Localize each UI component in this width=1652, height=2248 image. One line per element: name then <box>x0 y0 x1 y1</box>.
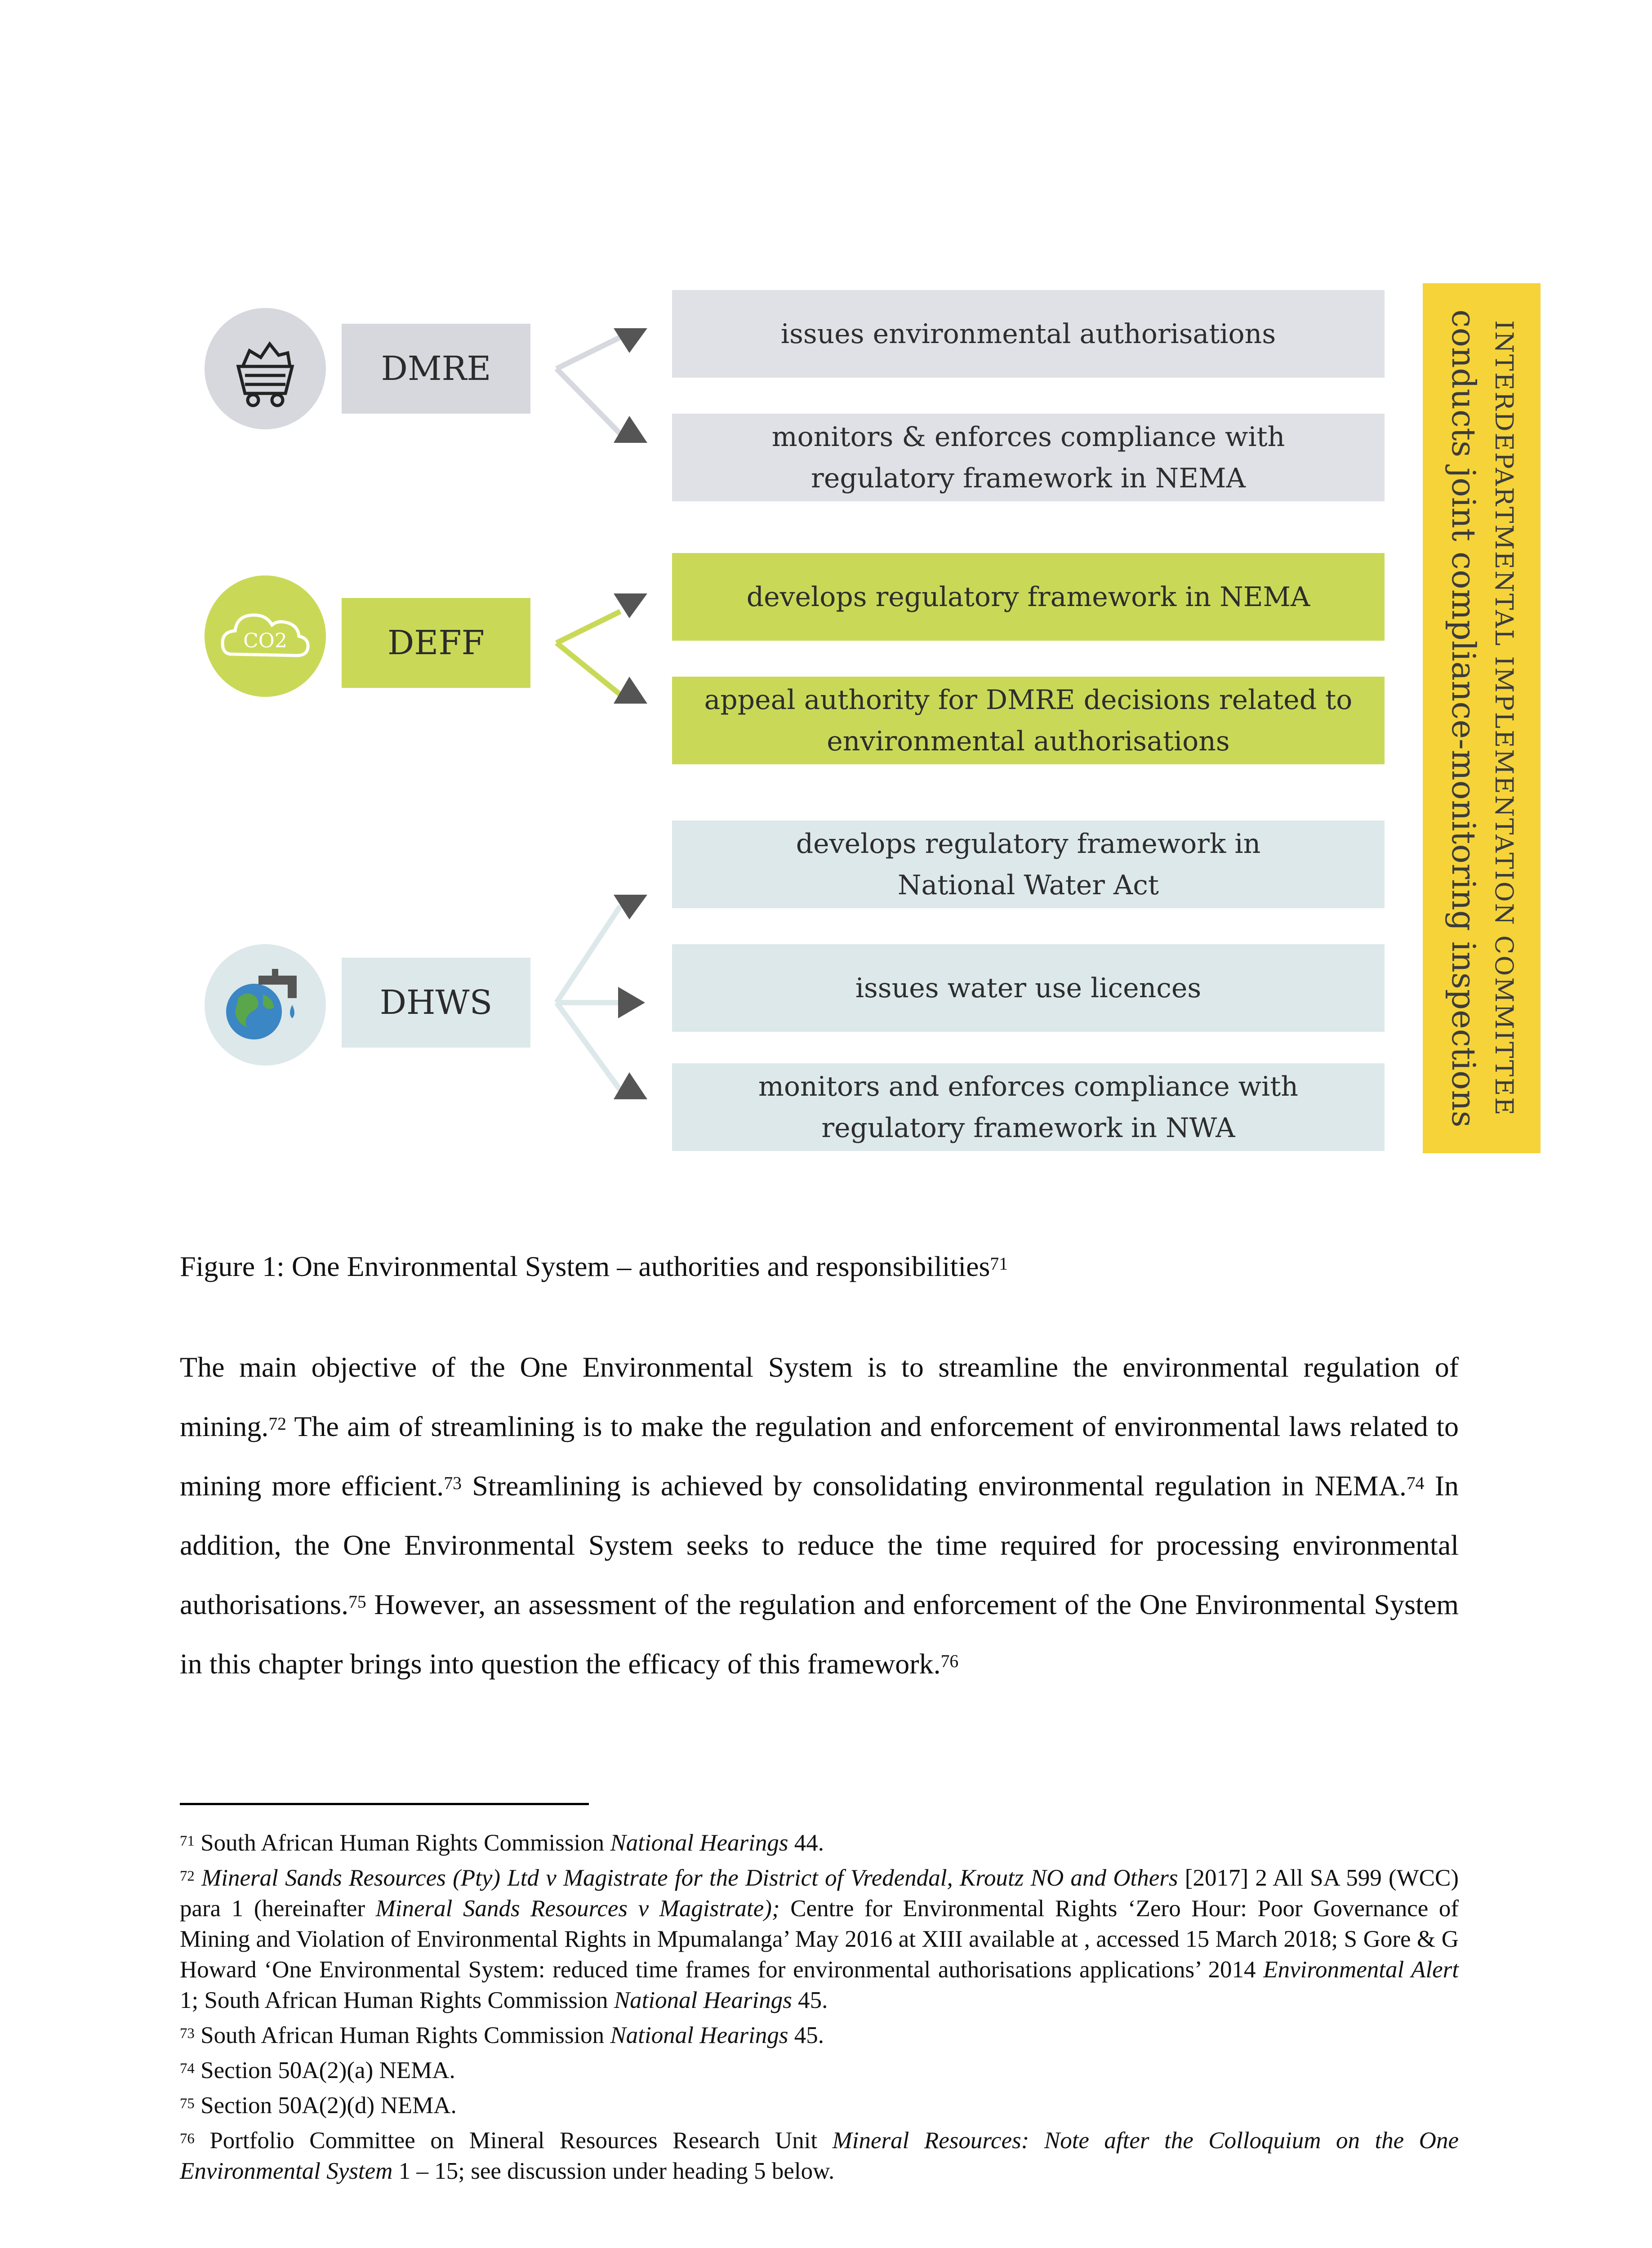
caption-text: Figure 1: One Environmental System – authorities and responsibilities <box>180 1250 990 1282</box>
footnote-text: 45. <box>792 1987 828 2013</box>
banner-title: INTERDEPARTMENTAL IMPLEMENTATION COMMITTEE <box>1490 320 1518 1117</box>
footnote-text: South African Human Rights Commission <box>194 2022 610 2048</box>
agency-dmre: DMRE <box>342 324 530 414</box>
figure-caption <box>180 1250 1008 1283</box>
footnote-number: 75 <box>180 2095 195 2112</box>
footnote-italic: Mineral Sands Resources v Magistrate); <box>375 1896 780 1922</box>
footnote-ref: 76 <box>940 1651 959 1672</box>
globe-tap-icon <box>205 944 326 1066</box>
footnote-text: 1 – 15; see discussion under heading 5 below. <box>392 2158 835 2184</box>
footnote-71 <box>180 1828 1459 1858</box>
box-develops-framework-nema: develops regulatory framework in NEMA <box>672 553 1385 641</box>
footnote-italic: Environmental Alert <box>1263 1957 1459 1983</box>
dmre-circle <box>205 308 326 429</box>
footnote-number: 74 <box>180 2060 195 2077</box>
figure-one-environmental-system <box>193 279 1542 1178</box>
sentence: However, an assessment of the regulation and enforcement of the One Environmental System in this chapter brings into question the efficacy of this framework. <box>180 1588 1459 1680</box>
footnote-italic: Mineral Sands Resources (Pty) Ltd v Magistrate for the District of Vredendal, Kroutz NO and Others <box>201 1865 1178 1891</box>
footnote-text: Portfolio Committee on Mineral Resources Research Unit <box>194 2128 833 2154</box>
box-monitors-enforces-nema: monitors & enforces compliance with regulatory framework in NEMA <box>672 414 1385 501</box>
footnote-number: 71 <box>180 1833 195 1849</box>
committee-banner <box>1423 283 1541 1153</box>
body-paragraph <box>180 1338 1459 1694</box>
footnote-ref: 71 <box>990 1254 1008 1274</box>
footnote-text: [2017] 2 All SA 599 (WCC) para 1 (hereinafter <box>180 1865 1459 1922</box>
footnote-text <box>195 1865 201 1891</box>
footnote-ref: 72 <box>268 1414 287 1434</box>
footnote-74 <box>180 2055 1459 2086</box>
footnote-separator <box>180 1803 589 1805</box>
footnote-text: 1; South African Human Rights Commission <box>180 1987 614 2013</box>
footnote-ref: 75 <box>348 1592 366 1612</box>
mine-cart-icon <box>205 308 326 429</box>
footnote-text: Section 50A(2)(d) NEMA. <box>194 2092 457 2119</box>
footnote-text: 44. <box>788 1830 824 1856</box>
footnote-text: Centre for Environmental Rights ‘Zero Hour: Poor Governance of Mining and Violation of Environmental Rights in Mpumalanga’ May 2016 at XIII available at , accessed 15 March 2018; S Gore & G Howard ‘One Environmental System: reduced time frames for environmental authorisations applications’ 2014 <box>180 1896 1459 1983</box>
footnote-italic: Mineral Resources: Note after the Colloquium on the One Environmental System <box>180 2128 1459 2184</box>
agency-dhws: DHWS <box>342 958 530 1048</box>
footnote-number: 73 <box>180 2025 195 2042</box>
footnote-text: South African Human Rights Commission <box>194 1830 610 1856</box>
footnote-italic: National Hearings <box>610 2022 788 2048</box>
footnote-ref: 74 <box>1406 1473 1425 1494</box>
sentence: The main objective of the One Environmental System is to streamline the environmental regulation of mining. <box>180 1351 1459 1442</box>
sentence: The aim of streamlining is to make the regulation and enforcement of environmental laws related to mining more efficient. <box>180 1410 1459 1502</box>
arrow-head <box>618 987 645 1018</box>
box-issues-water-use-licences: issues water use licences <box>672 944 1385 1032</box>
footnote-75 <box>180 2090 1459 2121</box>
footnote-73 <box>180 2020 1459 2051</box>
agency-deff: DEFF <box>342 598 530 688</box>
box-monitors-enforces-nwa: monitors and enforces compliance with regulatory framework in NWA <box>672 1063 1385 1151</box>
sentence: Streamlining is achieved by consolidating environmental regulation in NEMA. <box>461 1470 1407 1502</box>
footnote-76 <box>180 2125 1459 2186</box>
co2-cloud-icon <box>205 575 326 697</box>
footnote-72 <box>180 1863 1459 2016</box>
box-issues-environmental-authorisations: issues environmental authorisations <box>672 290 1385 378</box>
box-develops-framework-nwa: develops regulatory framework in National Water Act <box>672 821 1385 908</box>
dhws-circle <box>205 944 326 1066</box>
box-appeal-authority: appeal authority for DMRE decisions related to environmental authorisations <box>672 677 1385 764</box>
footnote-number: 76 <box>180 2130 195 2147</box>
banner-subtitle: conducts joint compliance-monitoring inspections <box>1445 309 1483 1128</box>
sentence: In addition, the One Environmental System seeks to reduce the time required for processing environmental authorisations. <box>180 1470 1459 1620</box>
footnote-ref: 73 <box>444 1473 462 1494</box>
footnote-text: 45. <box>788 2022 824 2048</box>
deff-circle <box>205 575 326 697</box>
footnote-italic: National Hearings <box>610 1830 788 1856</box>
co2-label: CO2 <box>243 629 287 652</box>
footnote-italic: National Hearings <box>614 1987 792 2013</box>
footnote-number: 72 <box>180 1868 195 1884</box>
footnotes <box>180 1828 1459 2191</box>
footnote-text: Section 50A(2)(a) NEMA. <box>194 2057 455 2083</box>
